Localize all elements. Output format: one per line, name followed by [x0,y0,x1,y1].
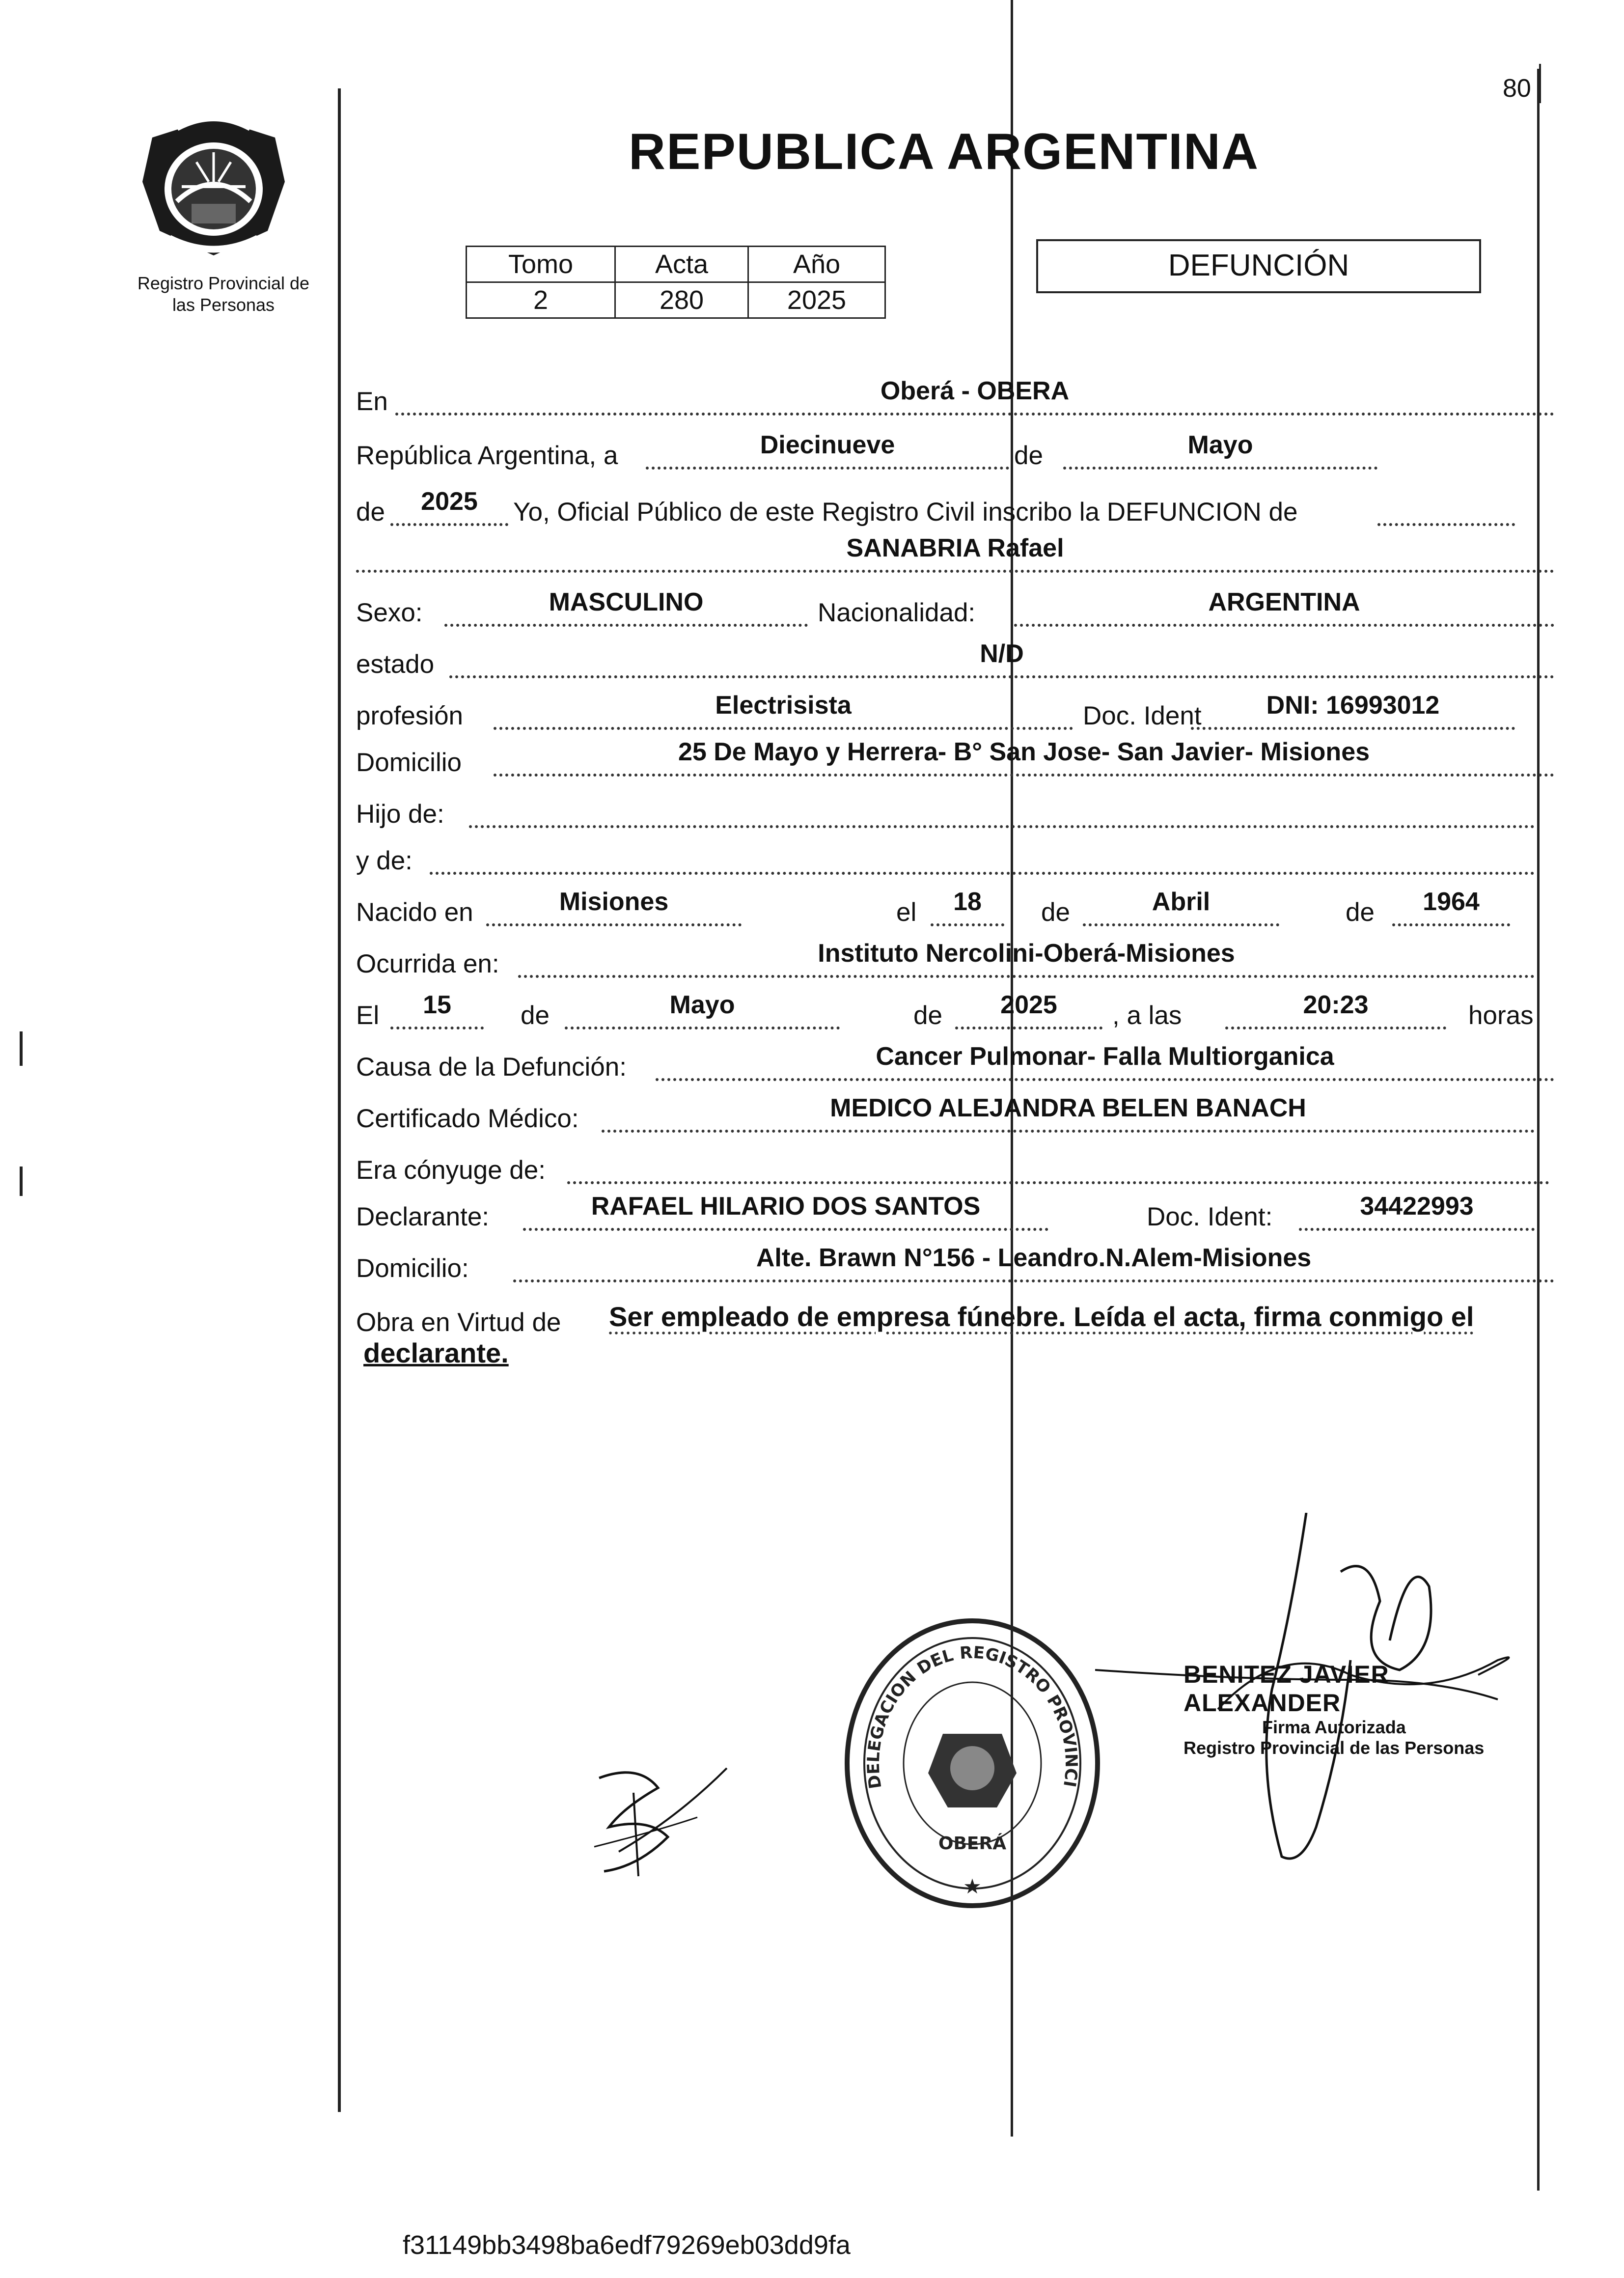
nacido-value: Misiones [559,888,669,916]
death-time-value: 20:23 [1303,991,1369,1019]
estado-label: estado [356,650,435,679]
sexo-label: Sexo: [356,598,423,627]
row-domicilio [356,724,1554,777]
year-value: 2025 [421,487,478,516]
profesion-label: profesión [356,701,464,730]
death-month-value: Mayo [669,991,735,1019]
seal-center-text: OBERÁ [938,1834,1007,1854]
authorized-stamp [1184,1660,1498,1758]
corner-mark [1539,64,1541,103]
en-label: En [356,387,388,416]
day-written-value: Diecinueve [760,431,895,459]
declarante-value: RAFAEL HILARIO DOS SANTOS [591,1192,981,1221]
row-certificado [356,1081,1554,1133]
hijo-label: Hijo de: [356,800,444,829]
dotted-line [395,413,1554,416]
row-republica [356,417,1554,470]
ocurrida-label: Ocurrida en: [356,949,499,978]
birth-day-value: 18 [953,888,982,916]
star-icon: ★ [963,1875,982,1898]
left-margin-line [338,88,341,2112]
stamp-line1: Firma Autorizada [1262,1717,1406,1737]
ano-value: 2025 [748,282,885,318]
dotted-line [646,467,1009,470]
death-day-value: 15 [423,991,451,1019]
row-estado [356,626,1554,679]
causa-label: Causa de la Defunción: [356,1053,627,1082]
birth-de2-label: de [1346,898,1375,927]
nacionalidad-value: ARGENTINA [1208,588,1360,616]
document-type-box: DEFUNCIÓN [1036,239,1481,293]
alas-label: , a las [1112,1001,1182,1030]
conyuge-label: Era cónyuge de: [356,1156,546,1185]
row-nacido [356,874,1554,927]
tomo-value: 2 [467,282,615,318]
ocurrida-value: Instituto Nercolini-Oberá-Misiones [818,939,1235,968]
el-label: el [896,898,917,927]
yde-label: y de: [356,846,413,875]
ano-header: Año [748,247,885,282]
seal-ring-text: DELEGACION DEL REGISTRO PROVINCI [863,1642,1081,1790]
registry-label-line1: Registro Provincial de [137,273,310,293]
row-declarante [356,1179,1554,1231]
nacionalidad-label: Nacionalidad: [818,598,976,627]
page-title: REPUBLICA ARGENTINA [629,123,1260,180]
registry-label-line2: las Personas [172,295,275,315]
deceased-name-value: SANABRIA Rafael [846,534,1064,562]
profesion-value: Electrisista [715,691,852,720]
republica-label: República Argentina, a [356,441,618,470]
doc-ident-label: Doc. Ident [1083,701,1202,730]
causa-value: Cancer Pulmonar- Falla Multiorganica [876,1042,1334,1071]
sexo-value: MASCULINO [549,588,704,616]
row-hijo [356,776,1554,829]
de-label: de [1014,441,1043,470]
domicilio2-label: Domicilio: [356,1254,469,1283]
birth-de1-label: de [1041,898,1070,927]
official-seal [835,1611,1110,1918]
de2-label: de [356,498,385,527]
row-ocurrida [356,926,1554,978]
obra-label: Obra en Virtud de [356,1308,561,1337]
death-year-value: 2025 [1000,991,1057,1019]
row-fecha-defuncion [356,977,1554,1030]
row-sexo [356,575,1554,627]
birth-month-value: Abril [1152,888,1211,916]
month-value: Mayo [1187,431,1253,459]
death-de1-label: de [521,1001,550,1030]
obra-value: Ser empleado de empresa fúnebre. Leída el acta, firma conmigo el [609,1301,1474,1332]
row-causa [356,1029,1554,1082]
horas-label: horas [1468,1001,1534,1030]
row-profesion [356,678,1554,730]
stamp-name: BENITEZ JAVIER ALEXANDER [1184,1661,1389,1717]
dotted-line [356,570,1554,573]
row-yo [356,474,1554,527]
row-deceased [356,521,1554,570]
obra-value-cont: declarante. [363,1337,509,1368]
tomo-header: Tomo [467,247,615,282]
document-hash: f31149bb3498ba6edf79269eb03dd9fa [403,2230,851,2260]
acta-header: Acta [615,247,748,282]
declarant-signature [579,1758,737,1889]
birth-year-value: 1964 [1423,888,1480,916]
province-logo [123,108,304,270]
row-conyuge [356,1132,1554,1185]
stamp-line2: Registro Provincial de las Personas [1184,1738,1485,1758]
en-value: Oberá - OBERA [880,377,1070,405]
estado-value: N/D [980,639,1024,668]
book-table [466,246,886,319]
scan-mark [20,1031,23,1066]
page-number: 80 [1503,74,1531,103]
declarante-doc-value: 34422993 [1360,1192,1474,1221]
domicilio2-value: Alte. Brawn N°156 - Leandro.N.Alem-Misiones [756,1244,1312,1272]
declarante-label: Declarante: [356,1202,490,1231]
nacido-label: Nacido en [356,898,473,927]
death-de2-label: de [913,1001,942,1030]
declarante-doc-label: Doc. Ident: [1147,1202,1273,1231]
certificado-label: Certificado Médico: [356,1104,579,1133]
row-domicilio2 [356,1230,1554,1283]
certificado-value: MEDICO ALEJANDRA BELEN BANACH [830,1094,1306,1122]
el2-label: El [356,1001,380,1030]
acta-value: 280 [615,282,748,318]
registry-label [118,273,329,316]
dotted-line [1063,467,1377,470]
row-yde [356,823,1554,875]
yo-text: Yo, Oficial Público de este Registro Civil inscribo la DEFUNCION de [513,498,1298,527]
scan-mark [20,1167,23,1196]
dotted-line [513,1279,1554,1282]
domicilio-label: Domicilio [356,748,462,777]
row-en [356,363,1554,416]
domicilio-value: 25 De Mayo y Herrera- B° San Jose- San Javier- Misiones [678,738,1370,766]
doc-ident-value: DNI: 16993012 [1266,691,1440,720]
